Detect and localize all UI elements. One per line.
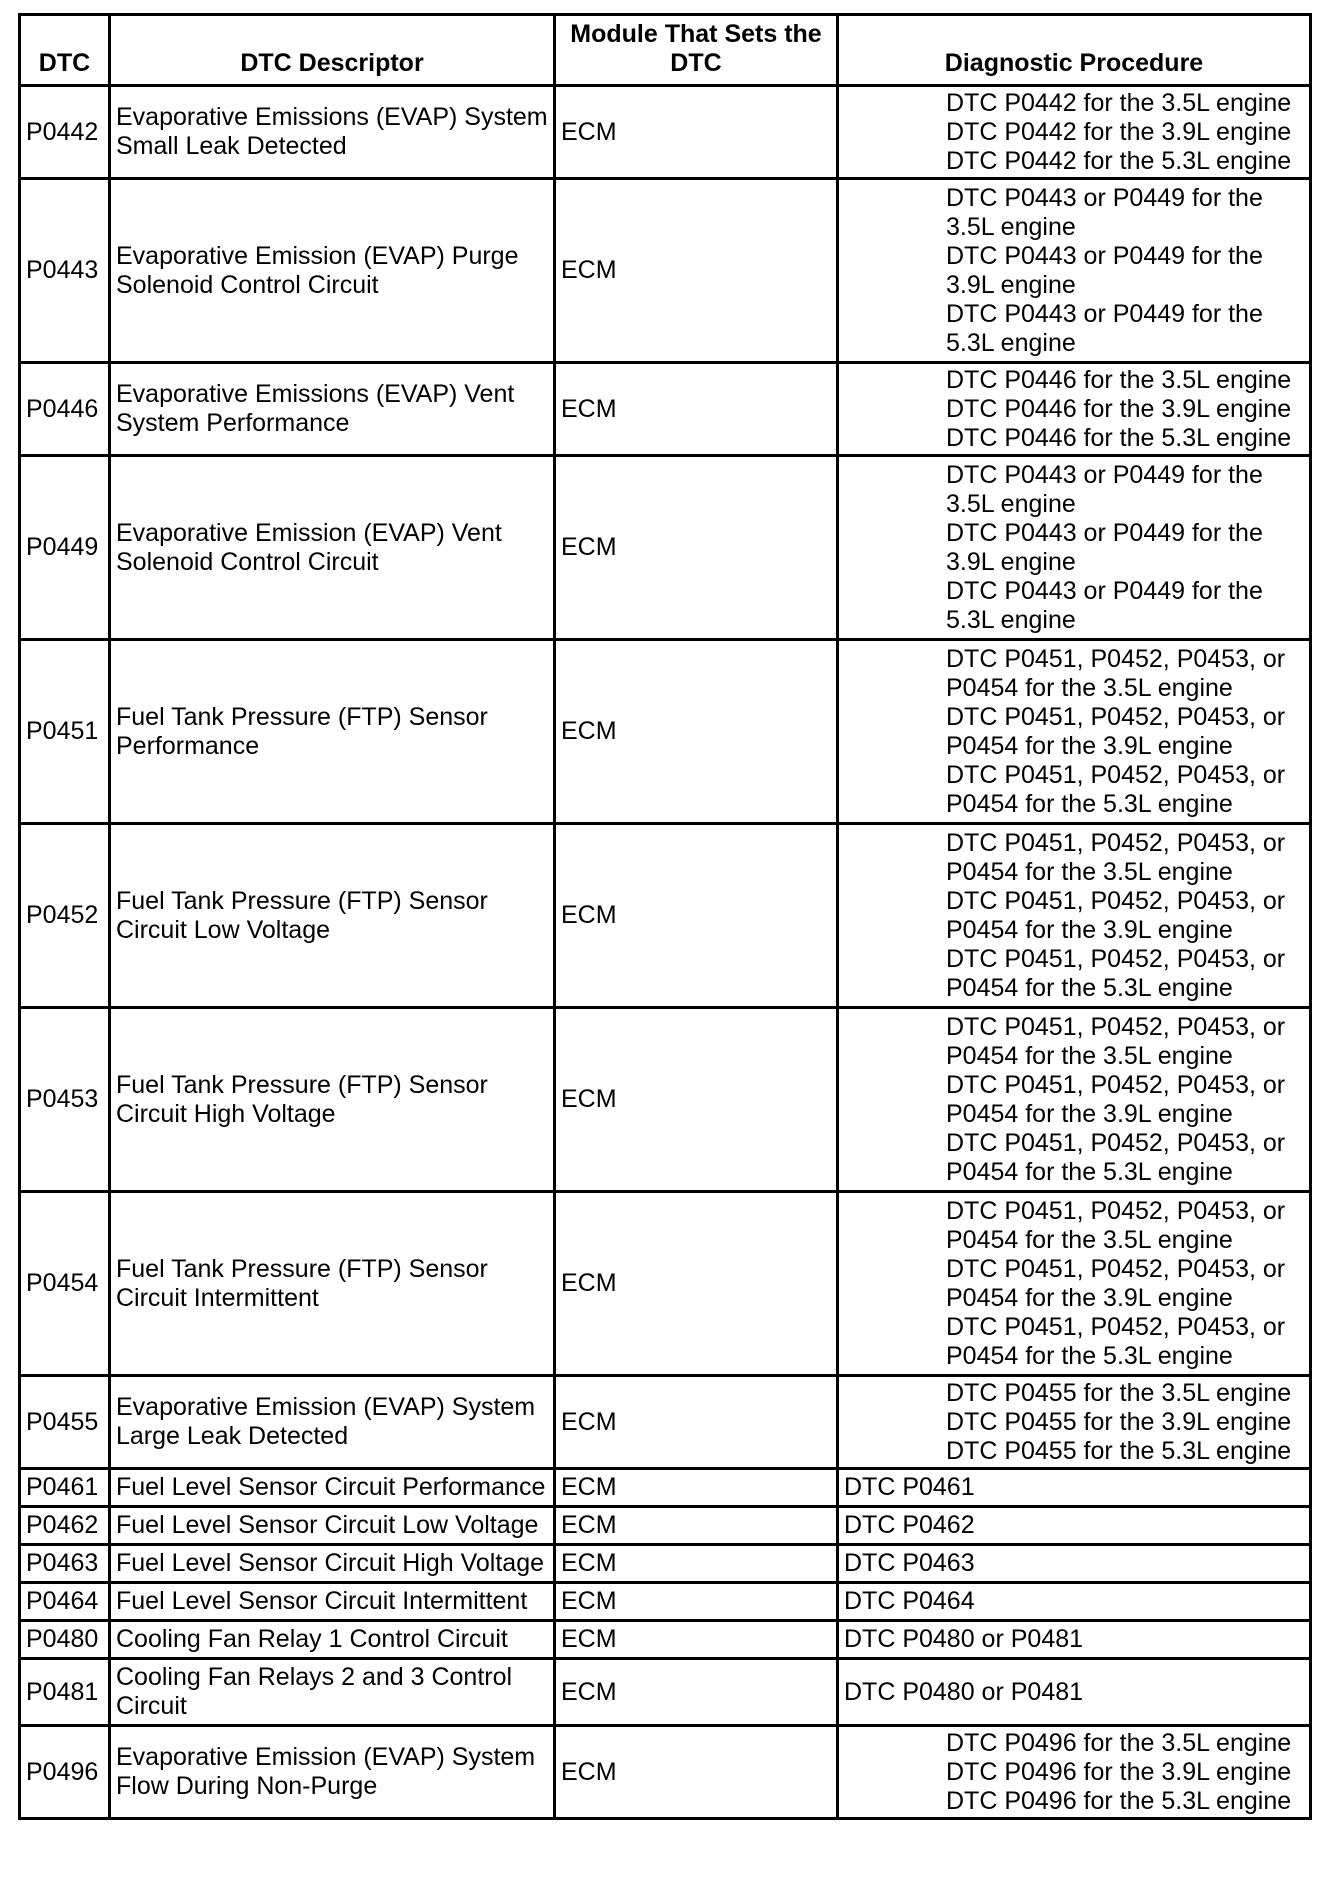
procedure-line: 5.3L engine xyxy=(946,328,1076,357)
dtc-code-cell: P0461 xyxy=(20,1469,110,1507)
dtc-descriptor-cell: Evaporative Emissions (EVAP) System Small Leak Detected xyxy=(110,86,555,179)
procedure-line: P0454 for the 5.3L engine xyxy=(946,1341,1233,1370)
dtc-code-cell: P0442 xyxy=(20,86,110,179)
dtc-code-cell: P0454 xyxy=(20,1192,110,1376)
diagnostic-procedure-cell xyxy=(838,1469,1311,1507)
procedure-line: DTC P0443 or P0449 for the xyxy=(946,460,1263,489)
table-row xyxy=(20,640,1311,824)
diagnostic-procedure-cell xyxy=(838,86,1311,179)
procedure-line: 3.5L engine xyxy=(946,212,1076,241)
table-row xyxy=(20,86,1311,179)
module-cell: ECM xyxy=(555,456,838,640)
table-row xyxy=(20,1192,1311,1376)
dtc-code-cell: P0455 xyxy=(20,1376,110,1469)
procedure-line: 3.5L engine xyxy=(946,489,1076,518)
dtc-descriptor-cell: Evaporative Emission (EVAP) Purge Solenoid Control Circuit xyxy=(110,179,555,363)
procedure-line: DTC P0443 or P0449 for the xyxy=(946,299,1263,328)
procedure-line: DTC P0496 for the 5.3L engine xyxy=(946,1786,1292,1815)
module-cell: ECM xyxy=(555,1008,838,1192)
dtc-descriptor-cell: Fuel Level Sensor Circuit Low Voltage xyxy=(110,1507,555,1545)
procedure-line: P0454 for the 3.9L engine xyxy=(946,1099,1233,1128)
dtc-descriptor-cell: Fuel Tank Pressure (FTP) Sensor Circuit High Voltage xyxy=(110,1008,555,1192)
table-row xyxy=(20,1659,1311,1726)
procedure-line: DTC P0480 or P0481 xyxy=(844,1677,1084,1706)
procedure-line: DTC P0442 for the 3.9L engine xyxy=(946,117,1292,146)
procedure-line: DTC P0451, P0452, P0453, or xyxy=(946,1128,1286,1157)
dtc-descriptor-cell: Fuel Tank Pressure (FTP) Sensor Circuit Intermittent xyxy=(110,1192,555,1376)
dtc-code-cell: P0463 xyxy=(20,1545,110,1583)
dtc-descriptor-cell: Fuel Level Sensor Circuit High Voltage xyxy=(110,1545,555,1583)
header-procedure: Diagnostic Procedure xyxy=(838,15,1311,86)
diagnostic-procedure-cell xyxy=(838,1659,1311,1726)
header-descriptor: DTC Descriptor xyxy=(110,15,555,86)
table-row xyxy=(20,824,1311,1008)
procedure-line: P0454 for the 3.5L engine xyxy=(946,1225,1233,1254)
table-row xyxy=(20,1469,1311,1507)
table-row xyxy=(20,456,1311,640)
table-row xyxy=(20,1008,1311,1192)
dtc-table xyxy=(18,13,1312,1820)
table-row xyxy=(20,1545,1311,1583)
procedure-line: DTC P0455 for the 3.9L engine xyxy=(946,1407,1292,1436)
procedure-line: P0454 for the 5.3L engine xyxy=(946,1157,1233,1186)
module-cell: ECM xyxy=(555,1621,838,1659)
module-cell: ECM xyxy=(555,1726,838,1819)
module-cell: ECM xyxy=(555,86,838,179)
table-body xyxy=(20,86,1311,1819)
module-cell: ECM xyxy=(555,1376,838,1469)
dtc-descriptor-cell: Cooling Fan Relay 1 Control Circuit xyxy=(110,1621,555,1659)
module-cell: ECM xyxy=(555,824,838,1008)
table-row xyxy=(20,1621,1311,1659)
diagnostic-procedure-cell xyxy=(838,1726,1311,1819)
diagnostic-procedure-cell xyxy=(838,1621,1311,1659)
procedure-line: DTC P0451, P0452, P0453, or xyxy=(946,1312,1286,1341)
procedure-line: DTC P0443 or P0449 for the xyxy=(946,183,1263,212)
procedure-line: DTC P0496 for the 3.5L engine xyxy=(946,1728,1292,1757)
module-cell: ECM xyxy=(555,179,838,363)
procedure-line: P0454 for the 3.5L engine xyxy=(946,857,1233,886)
diagnostic-procedure-cell xyxy=(838,456,1311,640)
diagnostic-procedure-cell xyxy=(838,640,1311,824)
diagnostic-procedure-cell xyxy=(838,179,1311,363)
dtc-code-cell: P0453 xyxy=(20,1008,110,1192)
procedure-line: 5.3L engine xyxy=(946,605,1076,634)
procedure-line: DTC P0451, P0452, P0453, or xyxy=(946,1196,1286,1225)
procedure-line: DTC P0451, P0452, P0453, or xyxy=(946,760,1286,789)
procedure-line: DTC P0442 for the 3.5L engine xyxy=(946,88,1292,117)
dtc-descriptor-cell: Fuel Level Sensor Circuit Intermittent xyxy=(110,1583,555,1621)
module-cell: ECM xyxy=(555,1583,838,1621)
dtc-code-cell: P0464 xyxy=(20,1583,110,1621)
module-cell: ECM xyxy=(555,1545,838,1583)
diagnostic-procedure-cell xyxy=(838,1008,1311,1192)
table-row xyxy=(20,1583,1311,1621)
procedure-line: DTC P0446 for the 5.3L engine xyxy=(946,423,1292,452)
dtc-descriptor-cell: Fuel Tank Pressure (FTP) Sensor Circuit Low Voltage xyxy=(110,824,555,1008)
procedure-line: DTC P0451, P0452, P0453, or xyxy=(946,944,1286,973)
procedure-line: 3.9L engine xyxy=(946,270,1076,299)
dtc-code-cell: P0462 xyxy=(20,1507,110,1545)
dtc-descriptor-cell: Cooling Fan Relays 2 and 3 Control Circuit xyxy=(110,1659,555,1726)
table-row xyxy=(20,363,1311,456)
procedure-line: P0454 for the 5.3L engine xyxy=(946,789,1233,818)
table-row xyxy=(20,1726,1311,1819)
procedure-line: P0454 for the 3.5L engine xyxy=(946,673,1233,702)
diagnostic-procedure-cell xyxy=(838,1192,1311,1376)
header-dtc: DTC xyxy=(20,15,110,86)
procedure-line: DTC P0462 xyxy=(844,1511,975,1539)
procedure-line: P0454 for the 3.9L engine xyxy=(946,1283,1233,1312)
header-module: Module That Sets the DTC xyxy=(555,15,838,86)
module-cell: ECM xyxy=(555,1192,838,1376)
diagnostic-procedure-cell xyxy=(838,1583,1311,1621)
table-row xyxy=(20,1507,1311,1545)
dtc-descriptor-cell: Evaporative Emission (EVAP) System Large Leak Detected xyxy=(110,1376,555,1469)
dtc-code-cell: P0451 xyxy=(20,640,110,824)
procedure-line: DTC P0443 or P0449 for the xyxy=(946,518,1263,547)
diagnostic-procedure-cell xyxy=(838,1507,1311,1545)
dtc-code-cell: P0449 xyxy=(20,456,110,640)
procedure-line: DTC P0443 or P0449 for the xyxy=(946,576,1263,605)
dtc-code-cell: P0452 xyxy=(20,824,110,1008)
procedure-line: DTC P0496 for the 3.9L engine xyxy=(946,1757,1292,1786)
dtc-code-cell: P0480 xyxy=(20,1621,110,1659)
procedure-line: DTC P0446 for the 3.5L engine xyxy=(946,365,1292,394)
procedure-line: DTC P0451, P0452, P0453, or xyxy=(946,1070,1286,1099)
module-cell: ECM xyxy=(555,1659,838,1726)
procedure-line: DTC P0451, P0452, P0453, or xyxy=(946,1254,1286,1283)
procedure-line: DTC P0461 xyxy=(844,1473,975,1501)
procedure-line: DTC P0451, P0452, P0453, or xyxy=(946,886,1286,915)
procedure-line: DTC P0446 for the 3.9L engine xyxy=(946,394,1292,423)
module-cell: ECM xyxy=(555,1469,838,1507)
module-cell: ECM xyxy=(555,1507,838,1545)
table-header-row xyxy=(20,15,1311,86)
dtc-descriptor-cell: Evaporative Emissions (EVAP) Vent System Performance xyxy=(110,363,555,456)
dtc-descriptor-cell: Evaporative Emission (EVAP) Vent Solenoid Control Circuit xyxy=(110,456,555,640)
dtc-descriptor-cell: Fuel Tank Pressure (FTP) Sensor Performance xyxy=(110,640,555,824)
diagnostic-procedure-cell xyxy=(838,1545,1311,1583)
dtc-code-cell: P0446 xyxy=(20,363,110,456)
procedure-line: DTC P0442 for the 5.3L engine xyxy=(946,146,1292,175)
dtc-code-cell: P0481 xyxy=(20,1659,110,1726)
procedure-line: DTC P0451, P0452, P0453, or xyxy=(946,702,1286,731)
procedure-line: DTC P0451, P0452, P0453, or xyxy=(946,644,1286,673)
dtc-descriptor-cell: Evaporative Emission (EVAP) System Flow During Non-Purge xyxy=(110,1726,555,1819)
dtc-code-cell: P0496 xyxy=(20,1726,110,1819)
diagnostic-procedure-cell xyxy=(838,363,1311,456)
diagnostic-procedure-cell xyxy=(838,1376,1311,1469)
procedure-line: DTC P0480 or P0481 xyxy=(844,1625,1084,1653)
module-cell: ECM xyxy=(555,363,838,456)
procedure-line: DTC P0464 xyxy=(844,1587,975,1615)
procedure-line: DTC P0455 for the 5.3L engine xyxy=(946,1436,1292,1465)
procedure-line: P0454 for the 3.9L engine xyxy=(946,915,1233,944)
procedure-line: DTC P0455 for the 3.5L engine xyxy=(946,1378,1292,1407)
dtc-descriptor-cell: Fuel Level Sensor Circuit Performance xyxy=(110,1469,555,1507)
procedure-line: P0454 for the 3.5L engine xyxy=(946,1041,1233,1070)
procedure-line: P0454 for the 5.3L engine xyxy=(946,973,1233,1002)
module-cell: ECM xyxy=(555,640,838,824)
procedure-line: DTC P0451, P0452, P0453, or xyxy=(946,1012,1286,1041)
diagnostic-procedure-cell xyxy=(838,824,1311,1008)
procedure-line: P0454 for the 3.9L engine xyxy=(946,731,1233,760)
procedure-line: 3.9L engine xyxy=(946,547,1076,576)
table-row xyxy=(20,1376,1311,1469)
procedure-line: DTC P0443 or P0449 for the xyxy=(946,241,1263,270)
dtc-code-cell: P0443 xyxy=(20,179,110,363)
table-row xyxy=(20,179,1311,363)
procedure-line: DTC P0451, P0452, P0453, or xyxy=(946,828,1286,857)
procedure-line: DTC P0463 xyxy=(844,1549,975,1577)
